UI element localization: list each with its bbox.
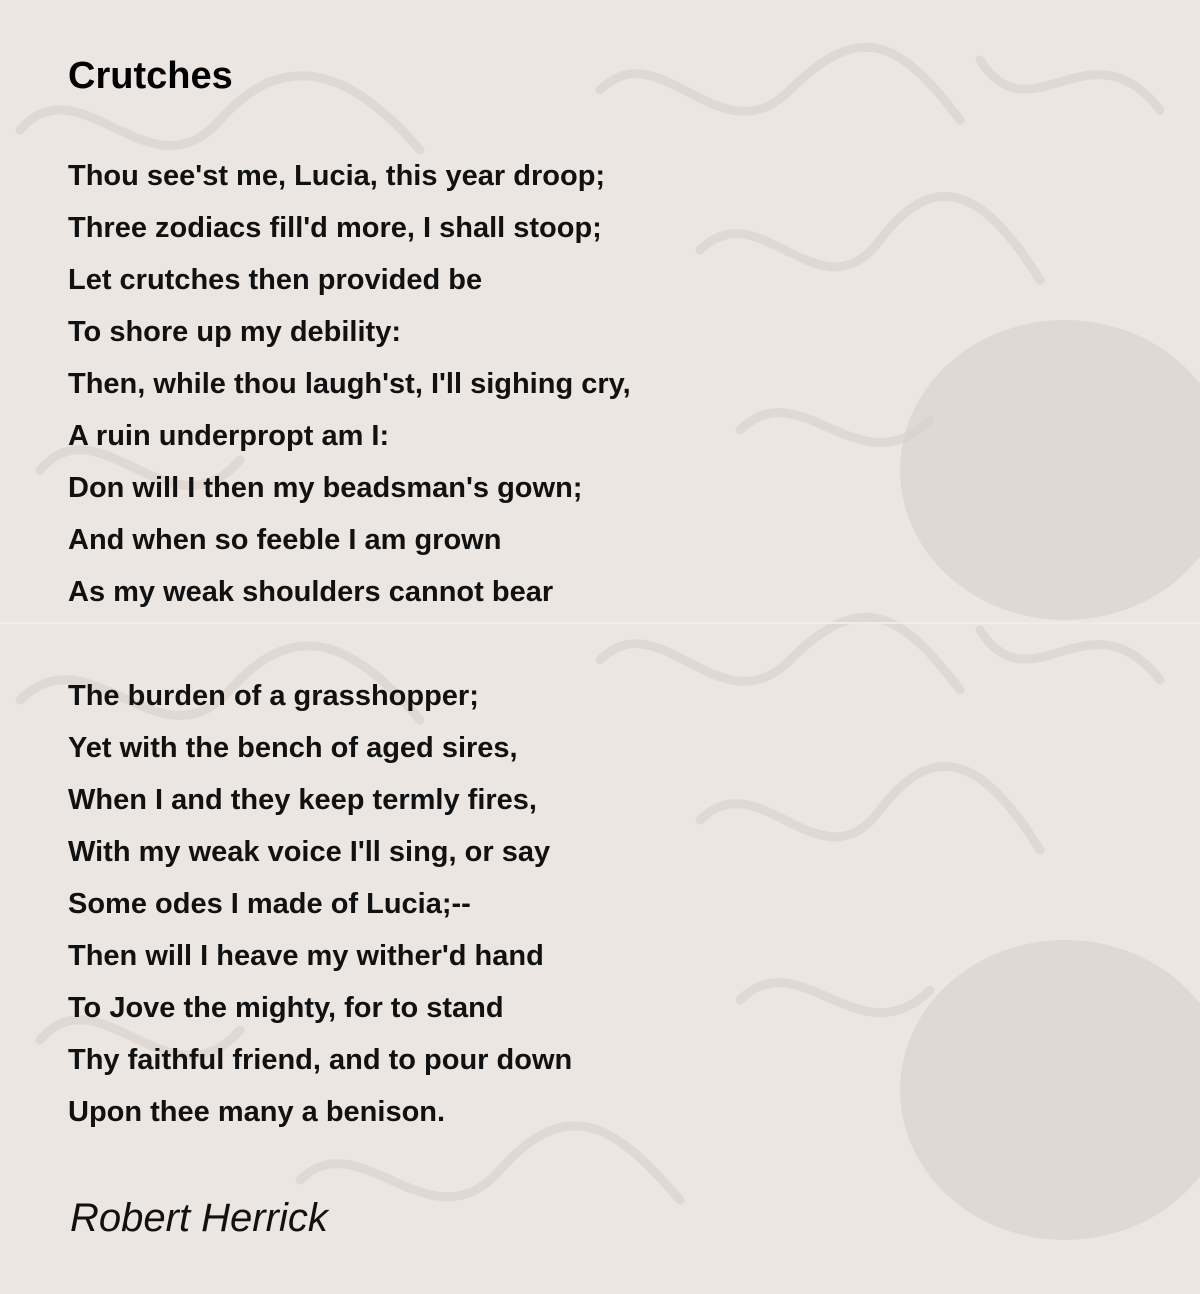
poem-line: Thy faithful friend, and to pour down [68, 1044, 573, 1076]
poem-line: Then will I heave my wither'd hand [68, 940, 544, 972]
poem-line: Yet with the bench of aged sires, [68, 732, 518, 764]
poem-line: Don will I then my beadsman's gown; [68, 472, 583, 504]
poem-line: To Jove the mighty, for to stand [68, 992, 504, 1024]
poem-author: Robert Herrick [70, 1196, 328, 1240]
poem-line: Then, while thou laugh'st, I'll sighing cry, [68, 368, 631, 400]
stanza-1 [68, 150, 631, 618]
poem-line: To shore up my debility: [68, 316, 401, 348]
poem-line: Let crutches then provided be [68, 264, 483, 296]
poem-line: Upon thee many a benison. [68, 1096, 446, 1128]
poem-line: Three zodiacs fill'd more, I shall stoop; [68, 212, 602, 244]
poem-title: Crutches [68, 55, 233, 97]
poem-line: As my weak shoulders cannot bear [68, 576, 554, 608]
poem-line: A ruin underpropt am I: [68, 420, 390, 452]
poem-line: And when so feeble I am grown [68, 524, 502, 556]
poem-line: When I and they keep termly fires, [68, 784, 537, 816]
poem-line: The burden of a grasshopper; [68, 680, 479, 712]
poem-line: With my weak voice I'll sing, or say [68, 836, 551, 868]
poem-line: Thou see'st me, Lucia, this year droop; [68, 160, 606, 192]
stanza-2 [68, 670, 572, 1138]
poem-line: Some odes I made of Lucia;-- [68, 888, 471, 920]
